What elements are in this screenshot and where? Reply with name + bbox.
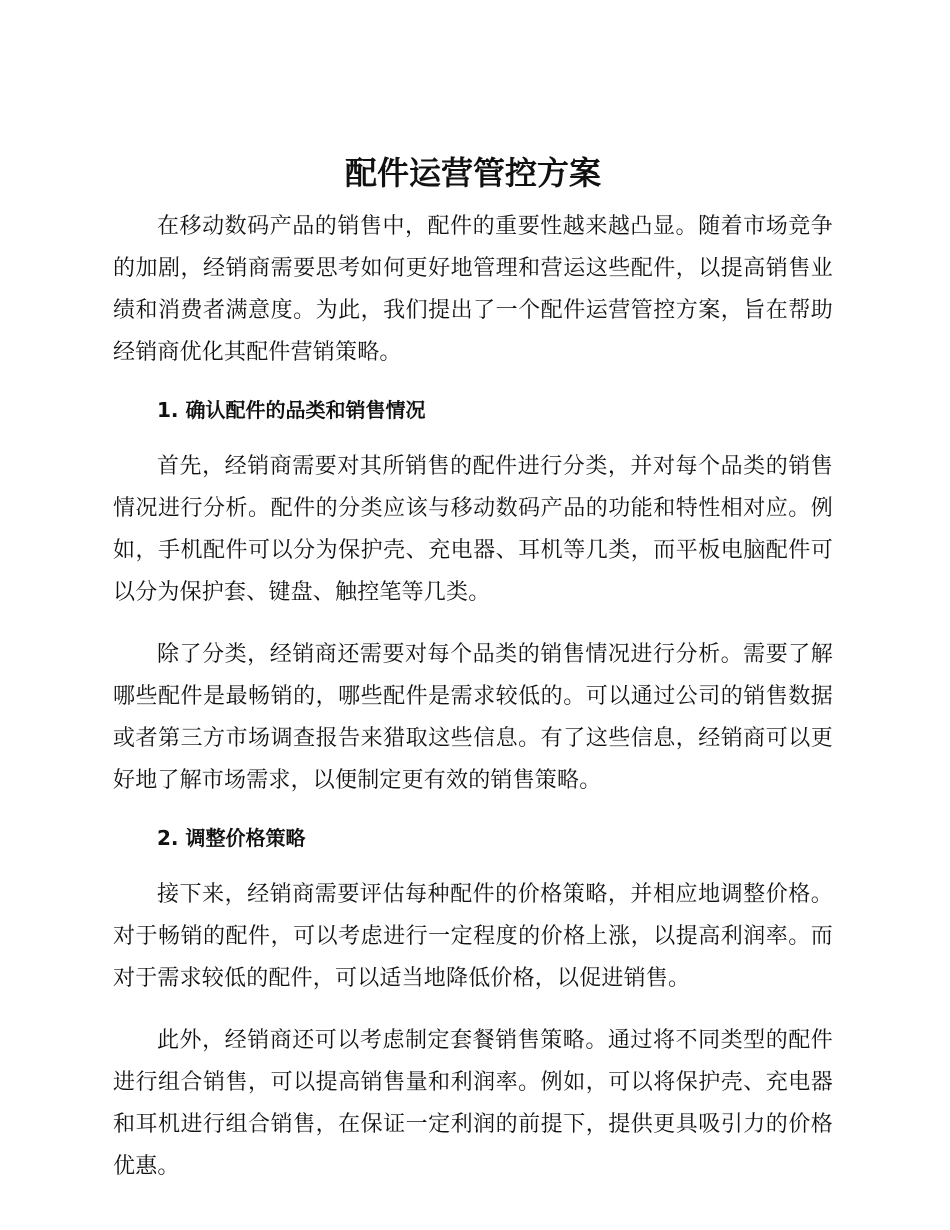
section-1-paragraph-1: 首先，经销商需要对其所销售的配件进行分类，并对每个品类的销售情况进行分析。配件的分类应该与移动数码产品的功能和特性相对应。例如，手机配件可以分为保护壳、充电器、耳机等几类，而平板电脑配件可以分为保护套、键盘、触控笔等几类。 <box>113 454 833 605</box>
document-body <box>113 148 833 1208</box>
section-1-paragraph-2: 除了分类，经销商还需要对每个品类的销售情况进行分析。需要了解哪些配件是最畅销的，哪些配件是需求较低的。可以通过公司的销售数据或者第三方市场调查报告来猎取这些信息。有了这些信息，经销商可以更好地了解市场需求，以便制定更有效的销售策略。 <box>113 642 833 793</box>
section-2-paragraph-1: 接下来，经销商需要评估每种配件的价格策略，并相应地调整价格。对于畅销的配件，可以考虑进行一定程度的价格上涨，以提高利润率。而对于需求较低的配件，可以适当地降低价格，以促进销售。 <box>113 882 833 991</box>
section-2-paragraph-2: 此外，经销商还可以考虑制定套餐销售策略。通过将不同类型的配件进行组合销售，可以提高销售量和利润率。例如，可以将保护壳、充电器和耳机进行组合销售，在保证一定利润的前提下，提供更具吸引力的价格优惠。 <box>113 1028 833 1179</box>
section-heading-2: 2. 调整价格策略 <box>157 826 306 850</box>
intro-paragraph: 在移动数码产品的销售中，配件的重要性越来越凸显。随着市场竞争的加剧，经销商需要思考如何更好地管理和营运这些配件，以提高销售业绩和消费者满意度。为此，我们提出了一个配件运营管控方案，旨在帮助经销商优化其配件营销策略。 <box>113 214 833 365</box>
section-heading-1: 1. 确认配件的品类和销售情况 <box>157 398 426 422</box>
document-title: 配件运营管控方案 <box>344 154 601 192</box>
